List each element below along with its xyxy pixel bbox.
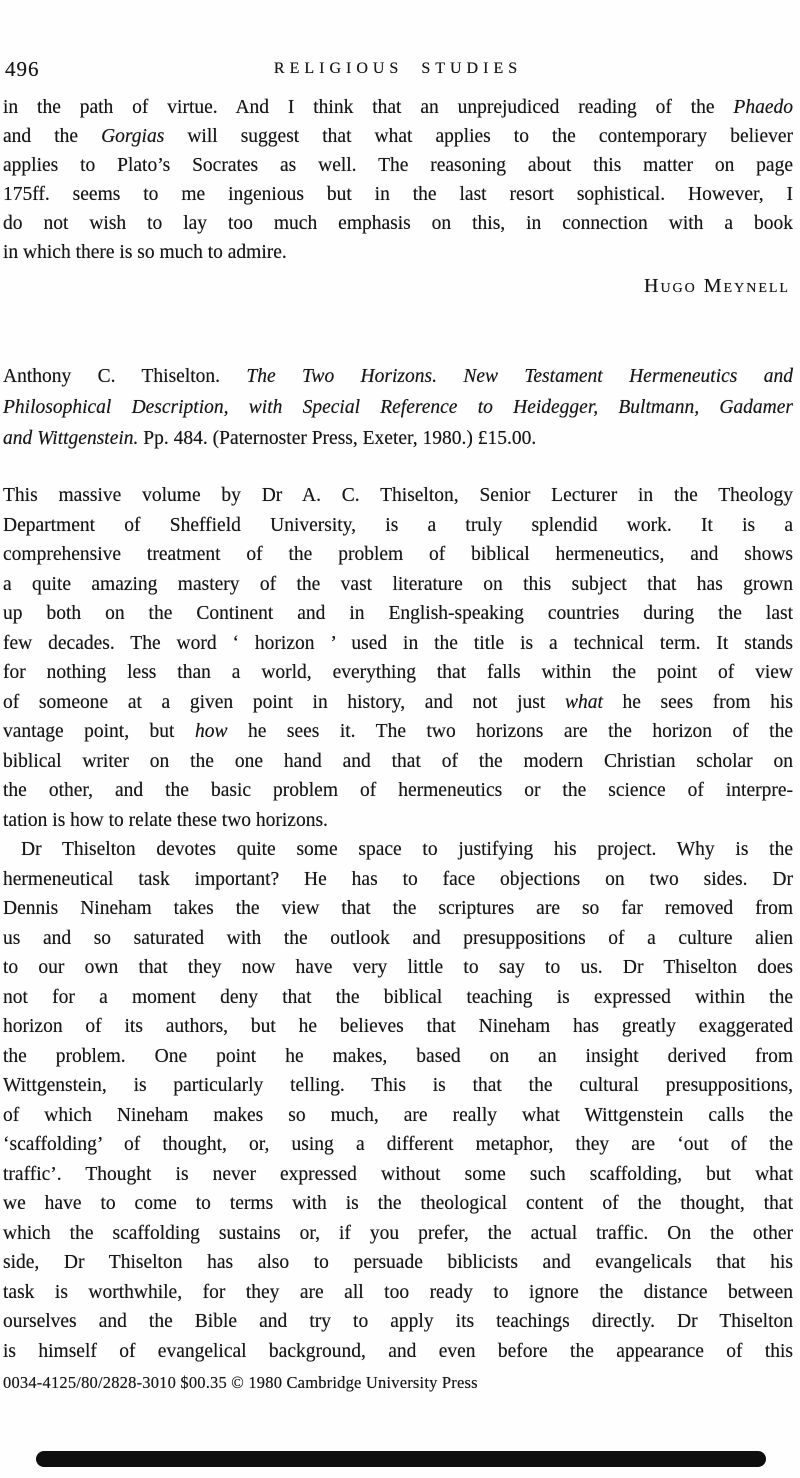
text-line: comprehensive treatment of the problem of biblical hermeneutics, and shows [3,544,793,565]
text-line: and the Gorgias will suggest that what applies to the contemporary believer [3,126,793,147]
text-line: horizon of its authors, but he believes that Nineham has greatly exaggerated [3,1016,793,1037]
text-line: tation is how to relate these two horizons. [3,809,328,831]
text-line: of which Nineham makes so much, are really what Wittgenstein calls the [3,1104,793,1126]
text-line: is himself of evangelical background, and even before the appearance of this [3,1340,793,1362]
text-line: which the scaffolding sustains or, if you prefer, the actual traffic. On the other [3,1222,793,1244]
text-line: we have to come to terms with is the theological content of the thought, that [3,1193,793,1214]
text-line: hermeneutical task important? He has to face objections on two sides. Dr [3,868,793,890]
text-line: in which there is so much to admire. [3,242,287,263]
text-line: us and so saturated with the outlook and presuppositions of a culture alien [3,927,793,949]
text-line: side, Dr Thiselton has also to persuade biblicists and evangelicals that his [3,1252,793,1273]
text-line: Dennis Nineham takes the view that the scriptures are so far removed from [3,898,793,919]
text-line: ‘scaffolding’ of thought, or, using a different metaphor, they are ‘out of the [3,1134,793,1155]
text-line: the problem. One point he makes, based on an insight derived from [3,1045,793,1067]
review-paragraph-2 [3,835,793,1366]
text-line: in the path of virtue. And I think that an unprejudiced reading of the Phaedo [3,97,793,118]
book-citation [3,361,793,454]
text-line: a quite amazing mastery of the vast literature on this subject that has grown [3,573,793,595]
text-line: for nothing less than a world, everything that falls within the point of view [3,662,793,683]
text-line: Anthony C. Thiselton. The Two Horizons. New Testament Hermeneutics and [3,366,794,387]
reviewer-signature: Hugo Meynell [644,275,790,297]
scan-edge-bar [36,1451,766,1467]
page-number: 496 [5,57,40,81]
text-line: up both on the Continent and in English-speaking countries during the last [3,603,793,624]
text-line: of someone at a given point in history, and not just what he sees from his [3,691,793,713]
review-paragraph-1 [3,481,793,835]
text-line: to our own that they now have very little to say to us. Dr Thiselton does [3,957,793,978]
text-line: This massive volume by Dr A. C. Thiselton, Senior Lecturer in the Theology [3,485,793,506]
text-line: do not wish to lay too much emphasis on this, in connection with a book [3,213,793,234]
text-line: and Wittgenstein. Pp. 484. (Paternoster Press, Exeter, 1980.) £15.00. [3,428,537,449]
text-line: the other, and the basic problem of hermeneutics or the science of interpre- [3,780,793,801]
text-line: Department of Sheffield University, is a truly splendid work. It is a [3,514,793,536]
text-line: biblical writer on the one hand and that of the modern Christian scholar on [3,750,793,772]
text-line: Dr Thiselton devotes quite some space to justifying his project. Why is the [21,839,793,860]
previous-review-paragraph [3,93,793,267]
text-line: applies to Plato’s Socrates as well. The reasoning about this matter on page [3,155,793,176]
text-line: Philosophical Description, with Special Reference to Heidegger, Bultmann, Gadamer [3,397,793,418]
text-line: few decades. The word ‘ horizon ’ used in the title is a technical term. It stands [3,632,793,654]
text-line: not for a moment deny that the biblical teaching is expressed within the [3,986,793,1008]
text-line: 175ff. seems to me ingenious but in the last resort sophistical. However, I [3,184,793,205]
journal-title: RELIGIOUS STUDIES [273,60,523,77]
text-line: Wittgenstein, is particularly telling. This is that the cultural presuppositions, [3,1075,793,1096]
publisher-imprint: 0034-4125/80/2828-3010 $00.35 © 1980 Cambridge University Press [3,1373,478,1392]
text-line: task is worthwhile, for they are all too ready to ignore the distance between [3,1281,793,1303]
text-line: vantage point, but how he sees it. The two horizons are the horizon of the [3,721,794,742]
page-header [3,56,793,82]
text-line: traffic’. Thought is never expressed without some such scaffolding, but what [3,1163,793,1185]
text-line: ourselves and the Bible and try to apply its teachings directly. Dr Thiselton [3,1311,793,1332]
